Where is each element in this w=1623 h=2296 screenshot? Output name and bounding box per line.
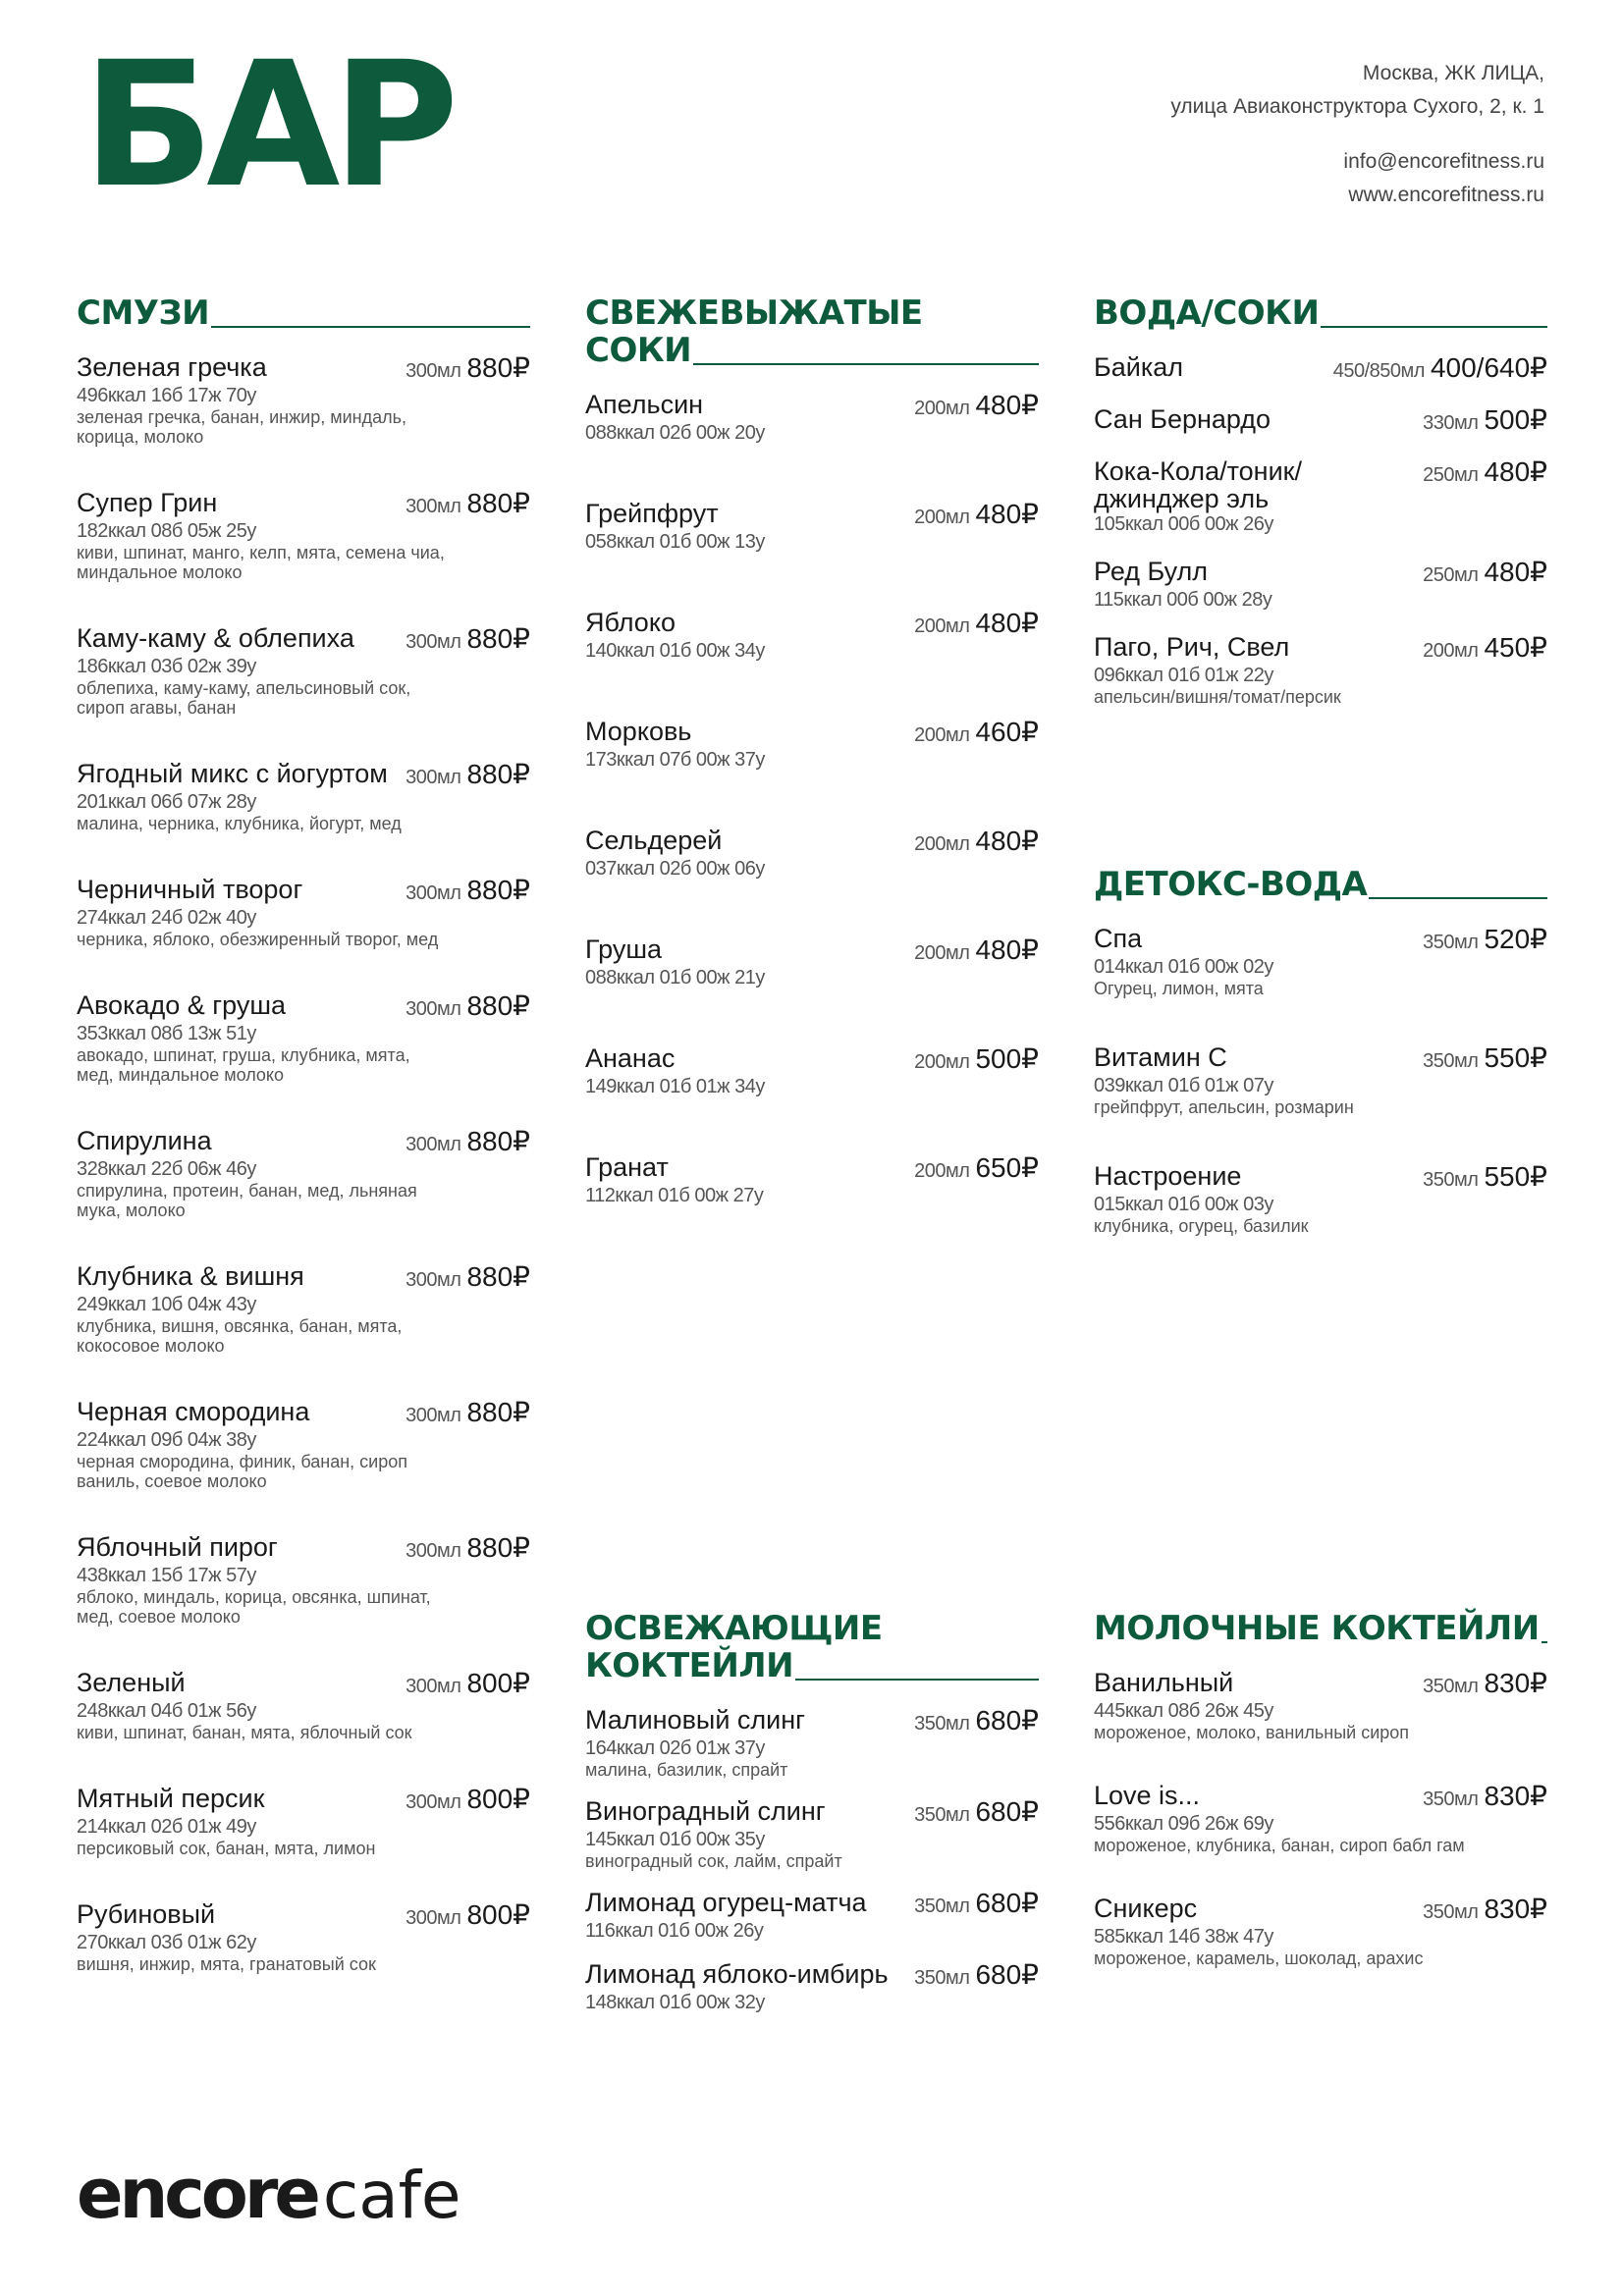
item-price: 880₽ [466,488,530,518]
item-nutrition: 037ккал 02б 00ж 06у [585,858,765,880]
item-name: Лимонад огурец-матча [585,1888,867,1917]
menu-item-row [77,1398,530,1428]
item-volume: 350мл [914,1967,970,1989]
item-price-group [406,351,530,384]
item-description: зеленая гречка, банан, инжир, миндаль, корица, молоко [77,407,406,447]
menu-item-row [77,1900,530,1931]
section-refreshing-cocktails [585,1610,1039,2032]
item-volume: 200мл [1423,640,1479,662]
menu-item-row [77,1262,530,1293]
item-nutrition: 088ккал 01б 00ж 21у [585,967,765,988]
item-price: 550₽ [1484,1161,1547,1192]
menu-item-row [77,353,530,384]
item-price-group [914,1887,1039,1919]
item-price: 800₽ [466,1668,530,1698]
item-nutrition: 186ккал 03б 02ж 39у [77,656,256,677]
menu-item [1094,405,1547,436]
item-price-group [1333,351,1547,384]
item-nutrition: 274ккал 24б 02ж 40у [77,907,256,929]
item-price: 800₽ [466,1899,530,1930]
menu-item [1094,1782,1547,1855]
item-price: 480₽ [1484,557,1547,587]
item-nutrition: 058ккал 01б 00ж 13у [585,531,765,553]
menu-item [585,1153,1039,1207]
item-description: клубника, вишня, овсянка, банан, мята, кокосовое молоко [77,1316,403,1356]
item-nutrition: 224ккал 09б 04ж 38у [77,1429,256,1451]
menu-item [1094,457,1547,536]
section-heading-text: ДЕТОКС-ВОДА [1094,865,1368,904]
menu-item [585,827,1039,881]
item-volume: 300мл [406,767,461,788]
item-price-group [1423,1667,1547,1699]
menu-item-row [1094,633,1547,664]
item-nutrition: 015ккал 01б 00ж 03у [1094,1194,1273,1215]
item-name: Виноградный слинг [585,1796,826,1826]
item-price: 880₽ [466,1261,530,1292]
item-nutrition: 249ккал 10б 04ж 43у [77,1294,256,1315]
item-description: черника, яблоко, обезжиренный творог, мед [77,930,439,949]
section-heading [77,294,530,332]
section-heading-text: СМУЗИ [77,294,210,333]
item-price: 680₽ [975,1796,1039,1827]
item-price-group [406,1783,530,1815]
menu-item-row [585,1797,1039,1828]
item-name: Зеленый [77,1668,186,1697]
item-name: Каму-каму & облепиха [77,623,354,653]
item-price: 500₽ [1484,404,1547,435]
item-price-group [1423,1160,1547,1193]
item-name: Паго, Рич, Свел [1094,632,1290,662]
item-price-group [914,1958,1039,1991]
item-nutrition: 248ккал 04б 01ж 56у [77,1700,256,1722]
item-nutrition: 585ккал 14б 38ж 47у [1094,1926,1273,1948]
contact-block [1170,57,1544,212]
menu-item [585,1960,1039,2014]
item-volume: 200мл [914,1160,970,1182]
menu-item-row [77,1127,530,1157]
menu-item-row [77,876,530,906]
item-description: мороженое, молоко, ванильный сироп [1094,1723,1410,1742]
item-price-group [406,1396,530,1428]
item-name: Лимонад яблоко-имбирь [585,1959,889,1989]
item-volume: 200мл [914,615,970,637]
item-price: 400/640₽ [1430,352,1547,383]
item-name: Сникерс [1094,1894,1198,1923]
item-description: виноградный сок, лайм, спрайт [585,1851,842,1871]
item-price: 880₽ [466,1532,530,1563]
item-price: 880₽ [466,1126,530,1156]
section-milk-cocktails [1094,1610,1547,2007]
item-description: киви, шпинат, манго, келп, мята, семена чиа, миндальное молоко [77,543,445,582]
item-name: Малиновый слинг [585,1705,806,1735]
menu-item-row [77,489,530,519]
item-price: 520₽ [1484,924,1547,954]
item-nutrition: 105ккал 00б 00ж 26у [1094,513,1273,535]
menu-item-row [77,760,530,790]
item-price: 480₽ [975,499,1039,529]
section-heading-text: ВОДА/СОКИ [1094,294,1320,333]
menu-item [77,489,530,582]
menu-item-row [585,500,1039,530]
item-name: Черничный творог [77,875,303,904]
section-detox-water [1094,866,1547,1281]
menu-item [585,609,1039,663]
menu-item-row [1094,1043,1547,1074]
address-line-1: Москва, ЖК ЛИЦА, [1362,62,1544,84]
menu-item-row [77,991,530,1022]
item-name: Ананас [585,1043,676,1073]
item-price: 880₽ [466,875,530,905]
menu-item [1094,1895,1547,1968]
menu-item-row [585,718,1039,748]
menu-item-row [77,1785,530,1815]
item-description: авокадо, шпинат, груша, клубника, мята, мед, миндальное молоко [77,1045,410,1085]
item-volume: 350мл [1423,1901,1479,1923]
item-name: Грейпфрут [585,499,719,528]
menu-item [585,1797,1039,1871]
menu-item [585,1044,1039,1098]
item-volume: 350мл [914,1804,970,1826]
item-nutrition: 328ккал 22б 06ж 46у [77,1158,256,1180]
item-price-group [1423,1780,1547,1812]
item-name: Рубиновый [77,1899,216,1929]
item-nutrition: 148ккал 01б 00ж 32у [585,1992,765,2013]
item-nutrition: 173ккал 07б 00ж 37у [585,749,765,771]
item-name: Ягодный микс с йогуртом [77,759,388,788]
item-name: Витамин С [1094,1042,1227,1072]
item-nutrition: 115ккал 00б 00ж 28у [1094,589,1272,611]
menu-item-row [1094,353,1547,384]
item-volume: 350мл [914,1713,970,1735]
page-title: БАР [82,25,452,226]
item-name: Зеленая гречка [77,352,267,382]
website-link[interactable]: www.encorefitness.ru [1348,184,1544,206]
menu-item-row [1094,457,1547,512]
item-price: 880₽ [466,990,530,1021]
item-volume: 300мл [406,496,461,517]
item-volume: 200мл [914,724,970,746]
item-price: 650₽ [975,1152,1039,1183]
menu-item-row [1094,558,1547,588]
item-description: черная смородина, финик, банан, сироп ваниль, соевое молоко [77,1452,407,1491]
item-price-group [1423,923,1547,955]
item-nutrition: 149ккал 01б 01ж 34у [585,1076,765,1097]
item-price-group [914,607,1039,639]
menu-item-row [1094,405,1547,436]
logo-light: cafe [322,2158,461,2233]
item-price: 680₽ [975,1705,1039,1735]
item-price-group [1423,1893,1547,1925]
item-price-group [406,1898,530,1931]
item-volume: 200мл [914,1051,970,1073]
item-price: 880₽ [466,1397,530,1427]
item-price: 880₽ [466,623,530,654]
menu-item-row [585,935,1039,966]
menu-item [1094,558,1547,612]
item-name: Байкал [1094,352,1183,382]
section-heading [1094,1610,1547,1647]
item-price: 880₽ [466,759,530,789]
item-description: яблоко, миндаль, корица, овсянка, шпинат, мед, соевое молоко [77,1587,431,1627]
item-price-group [406,874,530,906]
menu-item-row [1094,1669,1547,1699]
item-name: Яблоко [585,608,676,637]
item-volume: 300мл [406,1907,461,1929]
item-nutrition: 201ккал 06б 07ж 28у [77,791,256,813]
item-price: 500₽ [975,1043,1039,1074]
item-description: мороженое, клубника, банан, сироп бабл гам [1094,1836,1465,1855]
item-volume: 300мл [406,1269,461,1291]
menu-item [77,1785,530,1858]
menu-item [1094,1043,1547,1117]
menu-item-row [585,609,1039,639]
item-volume: 200мл [914,507,970,528]
item-name: Настроение [1094,1161,1242,1191]
item-volume: 300мл [406,1540,461,1562]
menu-item [585,500,1039,554]
item-name: Апельсин [585,390,704,419]
menu-item [1094,633,1547,707]
section-heading [1094,866,1547,903]
item-volume: 350мл [1423,1169,1479,1191]
item-nutrition: 445ккал 08б 26ж 45у [1094,1700,1273,1722]
menu-item-row [1094,1162,1547,1193]
item-name: Супер Грин [77,488,218,517]
item-volume: 300мл [406,998,461,1020]
item-name: Сельдерей [585,826,723,855]
item-price: 550₽ [1484,1042,1547,1073]
menu-item [1094,1669,1547,1742]
item-price-group [406,1531,530,1564]
item-price-group [1423,455,1547,488]
item-description: грейпфрут, апельсин, розмарин [1094,1097,1354,1117]
item-price: 480₽ [975,934,1039,965]
menu-item [585,1706,1039,1780]
item-price-group [914,825,1039,857]
menu-item [585,391,1039,445]
item-price: 880₽ [466,352,530,383]
menu-item [1094,1162,1547,1236]
item-price-group [1423,631,1547,664]
item-volume: 300мл [406,1405,461,1426]
menu-item-row [585,1153,1039,1184]
item-nutrition: 214ккал 02б 01ж 49у [77,1816,256,1838]
menu-item [77,991,530,1085]
menu-item [585,1889,1039,1943]
item-price-group [914,1151,1039,1184]
item-name: Кока-Кола/тоник/ джинджер эль [1094,456,1302,513]
item-name: Авокадо & груша [77,990,287,1020]
menu-item [77,1533,530,1627]
item-name: Мятный персик [77,1784,265,1813]
menu-item-row [585,391,1039,421]
item-volume: 250мл [1423,464,1479,486]
item-volume: 350мл [1423,1050,1479,1072]
item-nutrition: 164ккал 02б 01ж 37у [585,1737,765,1759]
item-price: 480₽ [975,608,1039,638]
menu-item [585,718,1039,772]
item-nutrition: 182ккал 08б 05ж 25у [77,520,256,542]
item-volume: 300мл [406,360,461,382]
item-name: Груша [585,934,662,964]
item-name: Ред Булл [1094,557,1209,586]
menu-item [77,1262,530,1356]
item-price-group [914,716,1039,748]
item-name: Спа [1094,924,1143,953]
item-price-group [914,498,1039,530]
section-heading [1094,294,1547,332]
item-price-group [406,989,530,1022]
menu-item-row [585,1960,1039,1991]
menu-item [77,353,530,447]
item-price: 680₽ [975,1959,1039,1990]
item-price-group [914,1042,1039,1075]
item-volume: 450/850мл [1332,360,1425,382]
item-price-group [1423,403,1547,436]
item-volume: 300мл [406,631,461,653]
item-price-group [1423,556,1547,588]
item-price: 830₽ [1484,1668,1547,1698]
item-price-group [914,1704,1039,1736]
item-nutrition: 116ккал 01б 00ж 26у [585,1920,764,1942]
item-description: апельсин/вишня/томат/персик [1094,687,1341,707]
item-description: спирулина, протеин, банан, мед, льняная мука, молоко [77,1181,417,1220]
item-price: 680₽ [975,1888,1039,1918]
item-description: малина, черника, клубника, йогурт, мед [77,814,402,833]
item-price: 480₽ [975,390,1039,420]
item-description: киви, шпинат, банан, мята, яблочный сок [77,1723,412,1742]
item-description: мороженое, карамель, шоколад, арахис [1094,1949,1424,1968]
menu-item-row [77,1669,530,1699]
item-name: Черная смородина [77,1397,310,1426]
menu-item [77,1127,530,1220]
menu-item [1094,925,1547,998]
item-nutrition: 556ккал 09б 26ж 69у [1094,1813,1273,1835]
section-fresh-juices [585,294,1039,1262]
item-price: 830₽ [1484,1894,1547,1924]
address-line-2: улица Авиаконструктора Сухого, 2, к. 1 [1170,95,1544,118]
item-price: 450₽ [1484,632,1547,663]
menu-item-row [77,1533,530,1564]
item-name: Ванильный [1094,1668,1234,1697]
item-price: 460₽ [975,717,1039,747]
item-volume: 200мл [914,833,970,855]
item-price-group [406,758,530,790]
menu-item [77,1669,530,1742]
menu-item [77,1398,530,1491]
email-link[interactable]: info@encorefitness.ru [1343,150,1544,173]
menu-item-row [1094,925,1547,955]
item-price: 480₽ [975,826,1039,856]
menu-item [77,760,530,833]
menu-item-row [585,1889,1039,1919]
item-description: персиковый сок, банан, мята, лимон [77,1839,376,1858]
menu-item-row [77,624,530,655]
item-volume: 300мл [406,882,461,904]
item-price-group [406,622,530,655]
menu-item [77,876,530,949]
menu-item-row [585,1044,1039,1075]
item-volume: 200мл [914,398,970,419]
item-price-group [406,487,530,519]
item-description: облепиха, каму-каму, апельсиновый сок, сироп агавы, банан [77,678,411,718]
item-name: Морковь [585,717,692,746]
item-price-group [914,389,1039,421]
item-nutrition: 014ккал 01б 00ж 02у [1094,956,1273,978]
section-smoothies [77,294,530,2016]
item-volume: 350мл [1423,932,1479,953]
item-price: 800₽ [466,1784,530,1814]
item-description: малина, базилик, спрайт [585,1760,788,1780]
item-name: Love is... [1094,1781,1201,1810]
item-volume: 300мл [406,1134,461,1155]
logo-bold: encore [77,2154,317,2234]
menu-item [77,1900,530,1974]
menu-item-row [1094,1895,1547,1925]
item-price: 830₽ [1484,1781,1547,1811]
menu-item [1094,353,1547,384]
item-nutrition: 353ккал 08б 13ж 51у [77,1023,256,1044]
menu-item-row [585,1706,1039,1736]
item-volume: 300мл [406,1791,461,1813]
item-volume: 330мл [1423,412,1479,434]
item-nutrition: 496ккал 16б 17ж 70у [77,385,256,406]
menu-item [77,624,530,718]
section-water-juices [1094,294,1547,728]
item-nutrition: 140ккал 01б 00ж 34у [585,640,765,662]
section-heading-text: ОСВЕЖАЮЩИЕ КОКТЕЙЛИ [585,1609,883,1685]
item-volume: 350мл [1423,1789,1479,1810]
item-nutrition: 438ккал 15б 17ж 57у [77,1565,256,1586]
section-heading-text: СВЕЖЕВЫЖАТЫЕ СОКИ [585,294,923,370]
item-price-group [914,1795,1039,1828]
section-heading-text: МОЛОЧНЫЕ КОКТЕЙЛИ [1094,1609,1540,1648]
item-description: Огурец, лимон, мята [1094,979,1264,998]
item-name: Спирулина [77,1126,212,1155]
item-name: Гранат [585,1152,669,1182]
section-heading [585,1610,1039,1684]
item-nutrition: 039ккал 01б 01ж 07у [1094,1075,1273,1096]
item-price-group [914,934,1039,966]
item-volume: 250мл [1423,564,1479,586]
item-name: Клубника & вишня [77,1261,304,1291]
item-volume: 350мл [914,1896,970,1917]
item-price-group [406,1667,530,1699]
item-volume: 200мл [914,942,970,964]
item-name: Яблочный пирог [77,1532,278,1562]
item-volume: 300мл [406,1676,461,1697]
menu-item-row [1094,1782,1547,1812]
item-description: вишня, инжир, мята, гранатовый сок [77,1954,376,1974]
item-description: клубника, огурец, базилик [1094,1216,1309,1236]
item-price-group [1423,1041,1547,1074]
item-nutrition: 145ккал 01б 00ж 35у [585,1829,765,1850]
item-nutrition: 088ккал 02б 00ж 20у [585,422,765,444]
item-price: 480₽ [1484,456,1547,487]
item-name: Сан Бернардо [1094,404,1271,434]
item-nutrition: 112ккал 01б 00ж 27у [585,1185,764,1206]
item-price-group [406,1125,530,1157]
item-price-group [406,1260,530,1293]
item-nutrition: 270ккал 03б 01ж 62у [77,1932,256,1953]
item-volume: 350мл [1423,1676,1479,1697]
section-heading [585,294,1039,369]
encore-cafe-logo [77,2154,461,2234]
menu-item-row [585,827,1039,857]
menu-item [585,935,1039,989]
item-nutrition: 096ккал 01б 01ж 22у [1094,665,1273,686]
